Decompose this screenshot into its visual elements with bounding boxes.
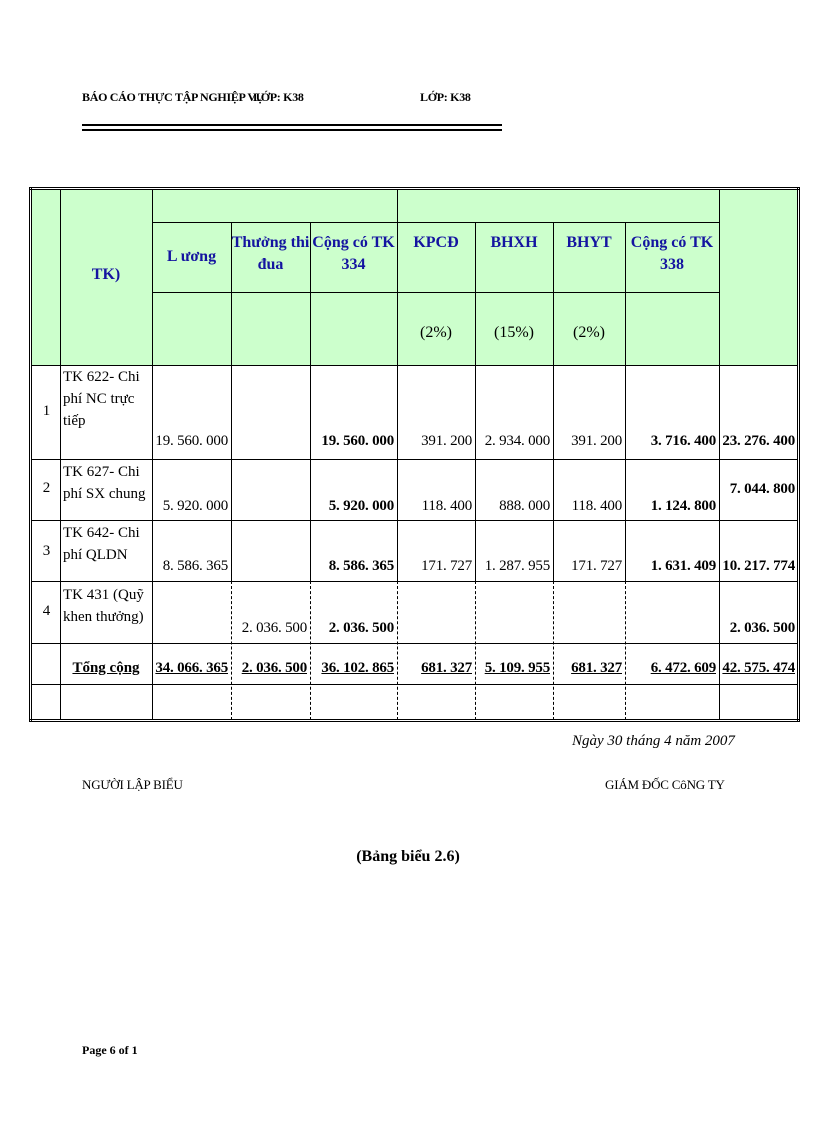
cell-salary: 5. 920. 000 (162, 498, 228, 514)
cell-bonus: 2. 036. 500 (241, 620, 307, 636)
row-number: 3 (42, 543, 51, 559)
director-signature-label: GIÁM ĐỐC CôNG TY (605, 777, 725, 792)
cell-bhxh: 2. 934. 000 (484, 433, 550, 449)
cell-credit-334: 2. 036. 500 (328, 620, 394, 636)
total-salary: 34. 066. 365 (155, 660, 228, 676)
cell-credit-334: 19. 560. 000 (321, 433, 394, 449)
row-number: 1 (42, 403, 51, 419)
header-rule (152, 222, 719, 223)
cell-kpcd: 391. 200 (421, 433, 472, 449)
row-rule (31, 520, 798, 521)
total-grand: 42. 575. 474 (722, 660, 795, 676)
col-rule (625, 222, 626, 581)
col-rule (310, 222, 311, 581)
total-label: Tổng cộng (72, 660, 140, 676)
row-account: TK 431 (Quỹ khen thưởng) (63, 587, 144, 625)
col-rule (60, 190, 61, 720)
cell-bhxh: 888. 000 (499, 498, 550, 514)
col-rule-dashed (553, 581, 554, 720)
cell-bhxh: 1. 287. 955 (484, 558, 550, 574)
cell-salary: 8. 586. 365 (162, 558, 228, 574)
col-header-bhyt: BHYT (566, 234, 612, 251)
col-rule (397, 190, 398, 581)
col-header-credit-338: Cộng có TK 338 (630, 234, 714, 273)
col-rule-dashed (475, 581, 476, 720)
row-rule (31, 581, 798, 582)
col-rule-dashed (231, 581, 232, 720)
total-credit-334: 36. 102. 865 (321, 660, 394, 676)
total-credit-338: 6. 472. 609 (650, 660, 716, 676)
col-header-kpcd: KPCĐ (413, 234, 459, 251)
col-rule (553, 222, 554, 581)
signature-date: Ngày 30 tháng 4 năm 2007 (572, 733, 735, 749)
total-bhyt: 681. 327 (571, 660, 622, 676)
col-header-salary: L ương (166, 248, 217, 265)
cell-bhyt: 391. 200 (571, 433, 622, 449)
col-rule-dashed (625, 581, 626, 720)
total-bonus: 2. 036. 500 (241, 660, 307, 676)
col-rule (719, 190, 720, 720)
page-number: Page 6 of 1 (82, 1043, 138, 1057)
cell-total: 23. 276. 400 (722, 433, 795, 449)
table-border-top (29, 187, 800, 190)
cell-bhyt: 118. 400 (571, 498, 622, 514)
row-rule (31, 365, 798, 366)
col-header-bhxh: BHXH (490, 234, 538, 251)
cell-credit-334: 5. 920. 000 (328, 498, 394, 514)
cell-salary: 19. 560. 000 (155, 433, 228, 449)
cell-credit-334: 8. 586. 365 (328, 558, 394, 574)
row-number: 2 (42, 480, 51, 496)
preparer-signature-label: NGƯỜI LẬP BIỂU (82, 777, 183, 792)
cell-total: 10. 217. 774 (722, 558, 795, 574)
col-rule (475, 222, 476, 581)
class-label-secondary: LỚP: K38 (420, 90, 471, 104)
row-rule (31, 459, 798, 460)
row-account: TK 622- Chi phí NC trực tiếp (63, 369, 140, 429)
cell-credit-338: 1. 124. 800 (650, 498, 716, 514)
col-sub-kpcd: (2%) (420, 324, 452, 341)
row-account: TK 642- Chi phí QLDN (63, 525, 140, 563)
report-title: BÁO CÁO THỰC TẬP NGHIỆP VỤ (82, 90, 265, 104)
cell-total: 2. 036. 500 (729, 620, 795, 636)
cell-total: 7. 044. 800 (729, 481, 795, 497)
total-kpcd: 681. 327 (421, 660, 472, 676)
cell-kpcd: 118. 400 (421, 498, 472, 514)
class-label: LỚP: K38 (253, 90, 304, 104)
col-rule (152, 190, 153, 720)
table-caption: (Bảng biểu 2.6) (356, 848, 460, 865)
row-rule (31, 643, 798, 644)
cell-kpcd: 171. 727 (421, 558, 472, 574)
col-rule-dashed (310, 581, 311, 720)
cell-bhyt: 171. 727 (571, 558, 622, 574)
col-header-credit-334: Cộng có TK 334 (312, 234, 395, 273)
col-rule-dashed (397, 581, 398, 720)
row-number: 4 (42, 603, 51, 619)
table-border-bottom (29, 719, 800, 722)
col-rule (231, 222, 232, 581)
account-header: TK) (91, 266, 121, 283)
table-border-left (29, 187, 32, 722)
cell-credit-338: 1. 631. 409 (650, 558, 716, 574)
header-rule (152, 292, 719, 293)
col-sub-bhyt: (2%) (573, 324, 605, 341)
col-header-bonus: Thưởng thi đua (231, 234, 310, 273)
row-account: TK 627- Chi phí SX chung (63, 464, 146, 502)
table-border-right (797, 187, 800, 722)
total-bhxh: 5. 109. 955 (484, 660, 550, 676)
cell-credit-338: 3. 716. 400 (650, 433, 716, 449)
row-rule (31, 684, 798, 685)
col-sub-bhxh: (15%) (494, 324, 534, 341)
